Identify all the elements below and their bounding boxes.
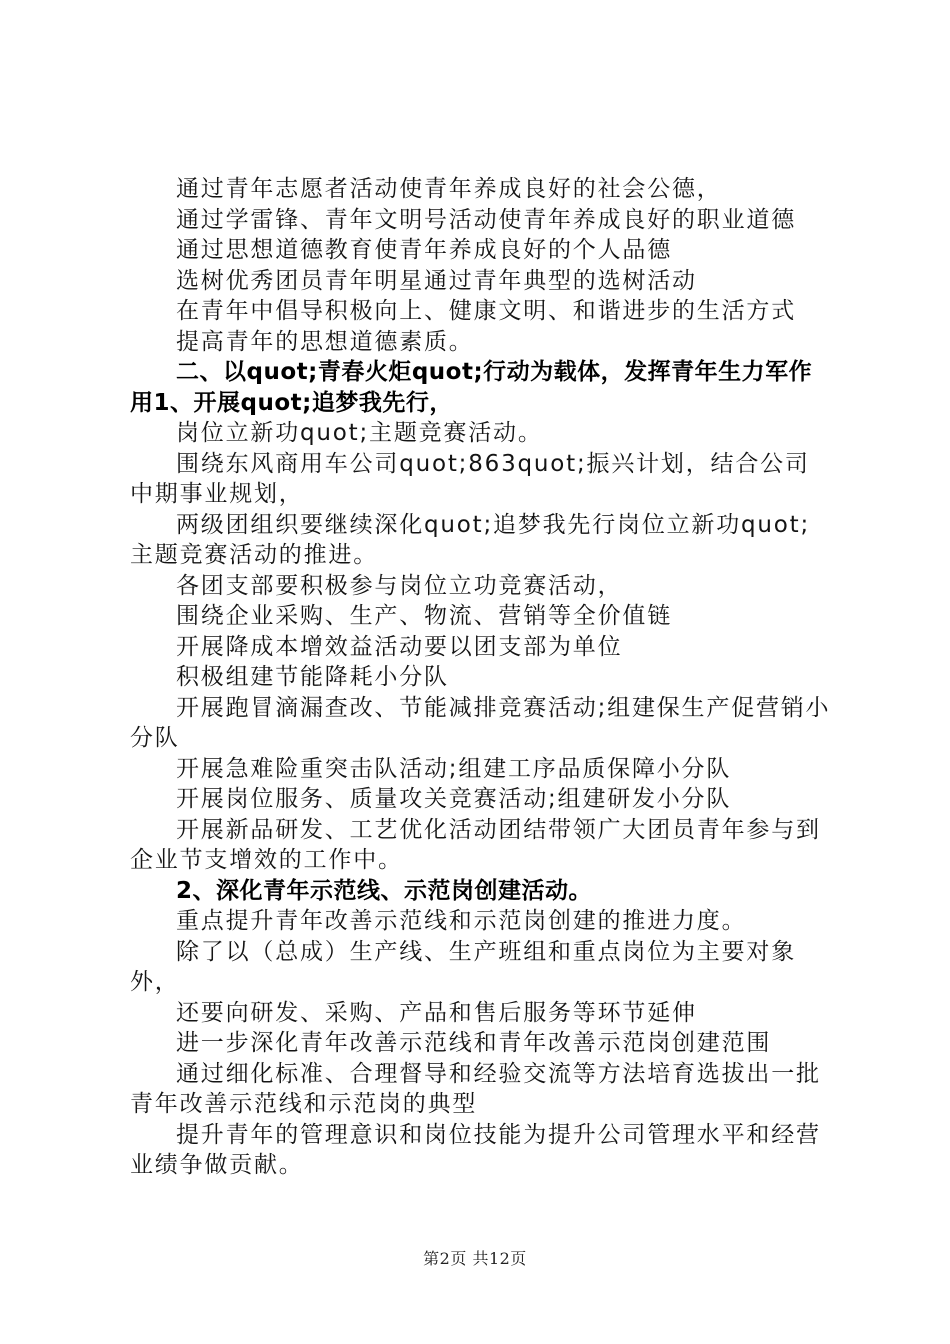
paragraph: 两级团组织要继续深化quot;追梦我先行岗位立新功quot;主题竞赛活动的推进。 bbox=[130, 511, 811, 568]
paragraph: 岗位立新功quot;主题竞赛活动。 bbox=[176, 420, 543, 446]
paragraph: 开展急难险重突击队活动;组建工序品质保障小分队 bbox=[176, 755, 732, 782]
paragraph: 还要向研发、采购、产品和售后服务等环节延伸 bbox=[176, 999, 697, 1026]
paragraph: 提升青年的管理意识和岗位技能为提升公司管理水平和经营业绩争做贡献。 bbox=[130, 1121, 821, 1178]
paragraph: 进一步深化青年改善示范线和青年改善示范岗创建范围 bbox=[176, 1030, 772, 1056]
paragraph: 重点提升青年改善示范线和示范岗创建的推进力度。 bbox=[176, 908, 747, 934]
paragraph: 通过青年志愿者活动使青年养成良好的社会公德， bbox=[176, 176, 722, 202]
section-heading: 二、以quot;青春火炬quot;行动为载体，发挥青年生力军作用1、开展quot;追梦我先行， bbox=[130, 359, 813, 416]
paragraph: 通过思想道德教育使青年养成良好的个人品德 bbox=[176, 237, 672, 263]
paragraph: 围绕企业采购、生产、物流、营销等全价值链 bbox=[176, 603, 672, 629]
paragraph: 通过细化标准、合理督导和经验交流等方法培育选拔出一批青年改善示范线和示范岗的典型 bbox=[130, 1060, 821, 1117]
paragraph: 积极组建节能降耗小分队 bbox=[176, 664, 449, 690]
paragraph: 通过学雷锋、青年文明号活动使青年养成良好的职业道德 bbox=[176, 206, 796, 233]
section-heading: 2、深化青年示范线、示范岗创建活动。 bbox=[176, 877, 593, 904]
paragraph: 开展降成本增效益活动要以团支部为单位 bbox=[176, 633, 623, 660]
paragraph: 围绕东风商用车公司quot;863quot;振兴计划，结合公司中期事业规划， bbox=[130, 450, 810, 507]
paragraph: 除了以（总成）生产线、生产班组和重点岗位为主要对象外， bbox=[130, 938, 796, 995]
paragraph: 开展跑冒滴漏查改、节能减排竞赛活动;组建保生产促营销小分队 bbox=[130, 694, 831, 751]
paragraph: 选树优秀团员青年明星通过青年典型的选树活动 bbox=[176, 267, 697, 294]
paragraph: 各团支部要积极参与岗位立功竞赛活动， bbox=[176, 572, 623, 599]
paragraph: 开展新品研发、工艺优化活动团结带领广大团员青年参与到企业节支增效的工作中。 bbox=[130, 816, 821, 873]
document-body bbox=[130, 174, 832, 1181]
paragraph: 提高青年的思想道德素质。 bbox=[176, 328, 474, 355]
paragraph: 在青年中倡导积极向上、健康文明、和谐进步的生活方式 bbox=[176, 298, 796, 324]
paragraph: 开展岗位服务、质量攻关竞赛活动;组建研发小分队 bbox=[176, 786, 732, 812]
page-number-footer: 第2页 共12页 bbox=[423, 1249, 527, 1268]
